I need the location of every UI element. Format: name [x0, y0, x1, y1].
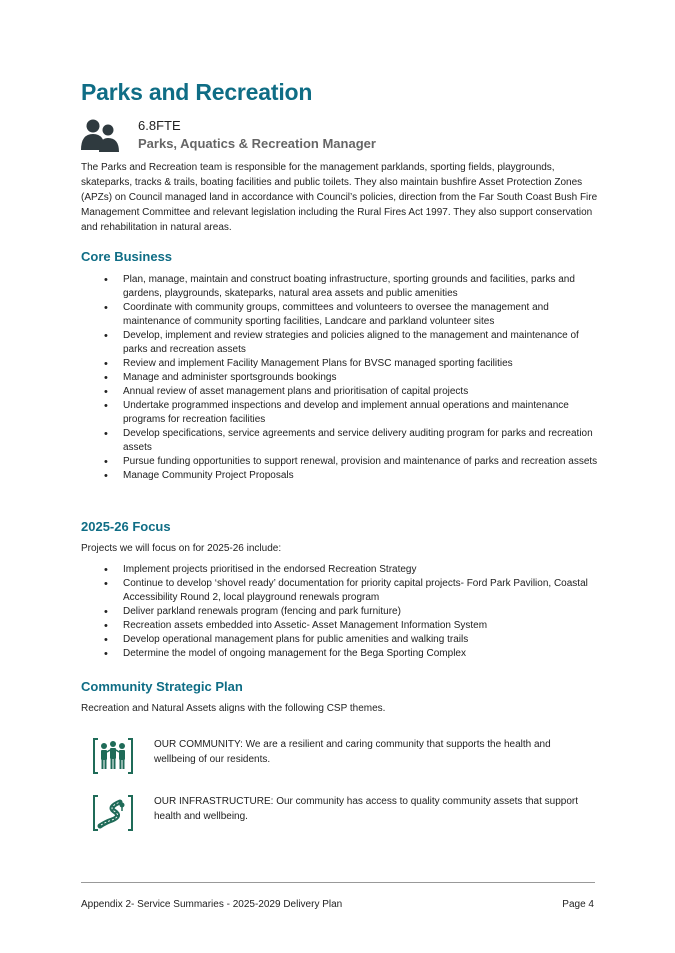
page-number: Page 4 — [562, 899, 594, 910]
infrastructure-road-icon — [92, 794, 134, 832]
list-item: • Manage and administer sportsgrounds bookings — [104, 371, 600, 385]
csp-theme-infrastructure — [92, 794, 612, 834]
intro-paragraph: The Parks and Recreation team is responsible for the management parklands, sporting fields, playgrounds, skateparks, tracks & trails, boating facilities and public toilets. They also maintain bushfire Asset Protection Zones (APZs) on Council managed land in accordance with Council’s policies, direction from the Far South Coast Bush Fire Management Committee and relevant legislation including the Rural Fires Act 1997. They also support conservation and rehabilitation in natural areas. — [81, 162, 598, 233]
footer-divider — [81, 882, 595, 883]
list-item: • Undertake programmed inspections and develop and implement annual operations and maintenance programs for recreation facilities — [104, 399, 600, 427]
list-item: • Plan, manage, maintain and construct boating infrastructure, sporting grounds and facilities, parks and gardens, playgrounds, skateparks, natural area assets and public amenities — [104, 273, 600, 301]
list-item: • Continue to develop ‘shovel ready’ documentation for priority capital projects- Ford Park Pavilion, Coastal Accessibility Round 2, local playground renewals program — [104, 577, 600, 605]
focus-intro: Projects we will focus on for 2025-26 include: — [81, 543, 282, 554]
csp-heading: Community Strategic Plan — [81, 679, 243, 694]
csp-theme-text: OUR COMMUNITY: We are a resilient and caring community that supports the health and wellbeing of our residents. — [154, 739, 551, 765]
list-item: • Determine the model of ongoing management for the Bega Sporting Complex — [104, 647, 600, 661]
people-icon — [81, 118, 121, 154]
core-business-heading: Core Business — [81, 249, 173, 264]
community-people-icon — [92, 737, 134, 775]
fte-count: 6.8FTE — [138, 118, 181, 133]
list-item: • Coordinate with community groups, committees and volunteers to oversee the management and maintenance of community sporting facilities, Landcare and parkland volunteer sites — [104, 301, 600, 329]
focus-heading: 2025-26 Focus — [81, 519, 171, 534]
csp-intro: Recreation and Natural Assets aligns with the following CSP themes. — [81, 703, 386, 714]
list-item: • Develop, implement and review strategies and policies aligned to the management and maintenance of parks and recreation assets — [104, 329, 600, 357]
list-item: • Review and implement Facility Management Plans for BVSC managed sporting facilities — [104, 357, 600, 371]
list-item: • Implement projects prioritised in the endorsed Recreation Strategy — [104, 563, 600, 577]
csp-theme-text: OUR INFRASTRUCTURE: Our community has access to quality community assets that support health and wellbeing. — [154, 796, 579, 822]
manager-title: Parks, Aquatics & Recreation Manager — [138, 136, 376, 151]
list-item: • Deliver parkland renewals program (fencing and park furniture) — [104, 605, 600, 619]
list-item: • Develop specifications, service agreements and service delivery auditing program for parks and recreation assets — [104, 427, 600, 455]
core-business-list — [104, 273, 600, 483]
page-title: Parks and Recreation — [81, 79, 313, 105]
csp-theme-community — [92, 737, 612, 777]
list-item: • Pursue funding opportunities to support renewal, provision and maintenance of parks and recreation assets — [104, 455, 600, 469]
focus-list — [104, 563, 600, 661]
list-item: • Develop operational management plans for public amenities and walking trails — [104, 633, 600, 647]
list-item: • Manage Community Project Proposals — [104, 469, 600, 483]
list-item: • Recreation assets embedded into Assetic- Asset Management Information System — [104, 619, 600, 633]
list-item: • Annual review of asset management plans and prioritisation of capital projects — [104, 385, 600, 399]
staffing-block — [81, 118, 641, 154]
footer-document-title: Appendix 2- Service Summaries - 2025-2029 Delivery Plan — [81, 899, 343, 910]
